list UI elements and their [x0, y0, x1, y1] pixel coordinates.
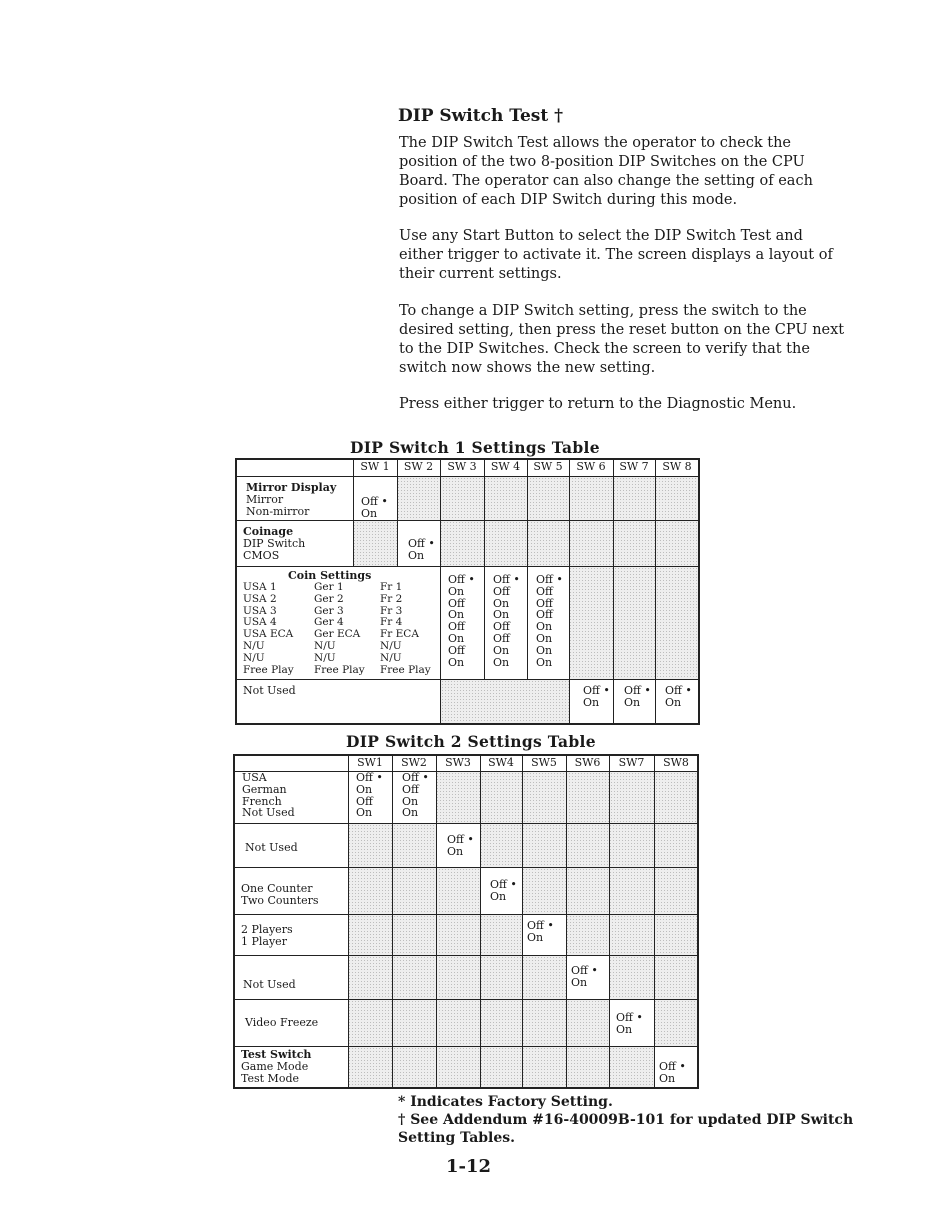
coin-usa-column: USA 1 USA 2 USA 3 USA 4 USA ECA N/U N/U Free Play [243, 581, 294, 676]
column-header: SW 6 [576, 460, 606, 473]
coinage-options: DIP Switch CMOS [243, 537, 306, 562]
rule [566, 755, 567, 1088]
mirror-sw1-values: Off • On [361, 495, 388, 520]
video-freeze-label: Video Freeze [245, 1016, 319, 1029]
rule [236, 476, 699, 477]
counters-sw4-values: Off • On [490, 878, 517, 903]
rule [234, 999, 698, 1000]
paragraph-change: To change a DIP Switch setting, press the switch to the desired setting, then press the reset button on the CPU next to the DIP Switches. Check the screen to verify that the switch now shows the new setting. [399, 303, 845, 376]
mirror-display-title: Mirror Display [246, 481, 337, 494]
rule [440, 459, 441, 724]
row-not-used-sw3-values: Off • On [447, 833, 474, 858]
rule [236, 679, 699, 680]
column-header: SW8 [663, 756, 689, 769]
test-switch-options: Game Mode Test Mode [241, 1060, 309, 1085]
rule [654, 755, 655, 1088]
row-not-used-sw6-values: Off • On [571, 964, 598, 989]
coin-fr-column: Fr 1 Fr 2 Fr 3 Fr 4 Fr ECA N/U N/U Free Play [380, 581, 431, 676]
rule [348, 755, 349, 1088]
coin-ger-column: Ger 1 Ger 2 Ger 3 Ger 4 Ger ECA N/U N/U Free Play [314, 581, 365, 676]
coin-sw5-values: Off • Off Off Off On On On On [536, 573, 563, 669]
column-header: SW 7 [619, 460, 649, 473]
language-sw2-values: Off • Off On On [402, 771, 429, 820]
table2-frame [233, 754, 699, 1089]
column-header: SW3 [445, 756, 471, 769]
not-used-sw6-values: Off • On [583, 684, 610, 709]
players-sw5-values: Off • On [527, 919, 554, 944]
test-switch-title: Test Switch [241, 1048, 312, 1061]
paragraph-intro: The DIP Switch Test allows the operator to check the position of the two 8-position DIP Switches on the CPU Board. The operator can also change the setting of each position of each DIP Switch during this mode. [399, 135, 813, 208]
rule [234, 914, 698, 915]
row-not-used-sw3-label: Not Used [245, 841, 298, 854]
rule [655, 459, 656, 724]
rule [569, 459, 570, 724]
footnote-addendum: † See Addendum #16-40009B-101 for updated DIP Switch Setting Tables. [398, 1112, 854, 1146]
column-header: SW 3 [447, 460, 477, 473]
mirror-options: Mirror Non-mirror [246, 493, 310, 518]
paragraph-select: Use any Start Button to select the DIP Switch Test and either trigger to activate it. The screen displays a layout of their current settings. [399, 228, 833, 282]
coin-settings-title: Coin Settings [288, 569, 372, 582]
footnote-factory-setting: * Indicates Factory Setting. [398, 1094, 613, 1110]
coin-sw4-values: Off • Off On On Off Off On On [493, 573, 520, 669]
not-used-label: Not Used [243, 684, 296, 697]
table1-title: DIP Switch 1 Settings Table [350, 438, 600, 457]
rule [353, 459, 354, 566]
coinage-sw2-values: Off • On [408, 537, 435, 562]
rule [234, 823, 698, 824]
rule [527, 459, 528, 679]
rule [234, 867, 698, 868]
column-header: SW2 [401, 756, 427, 769]
rule [609, 755, 610, 1088]
column-header: SW6 [574, 756, 601, 769]
column-header: SW 5 [533, 460, 563, 473]
not-used-sw8-values: Off • On [665, 684, 692, 709]
column-header: SW7 [618, 756, 645, 769]
language-options: USA German French Not Used [242, 771, 295, 820]
column-header: SW 2 [403, 460, 434, 473]
rule [613, 459, 614, 724]
coinage-title: Coinage [243, 525, 294, 538]
column-header: SW1 [357, 756, 383, 769]
counters-label: One Counter Two Counters [241, 882, 319, 907]
test-switch-sw8-values: Off • On [659, 1060, 686, 1085]
coin-sw3-values: Off • On Off On Off On Off On [448, 573, 475, 669]
rule [522, 755, 523, 1088]
paragraph-return: Press either trigger to return to the Diagnostic Menu. [399, 396, 797, 412]
column-header: SW 1 [360, 460, 390, 473]
rule [397, 459, 398, 566]
rule [392, 755, 393, 1088]
table2-title: DIP Switch 2 Settings Table [346, 732, 596, 751]
rule [236, 520, 699, 521]
rule [234, 1046, 698, 1047]
players-label: 2 Players 1 Player [241, 923, 293, 948]
rule [236, 566, 699, 567]
language-sw1-values: Off • On Off On [356, 771, 383, 820]
video-freeze-sw7-values: Off • On [616, 1011, 643, 1036]
column-header: SW4 [488, 756, 514, 769]
rule [234, 771, 698, 772]
page-heading: DIP Switch Test † [398, 106, 563, 126]
rule [436, 755, 437, 1088]
rule [234, 955, 698, 956]
rule [484, 459, 485, 679]
rule [480, 755, 481, 1088]
column-header: SW 4 [490, 460, 521, 473]
page-number: 1-12 [446, 1156, 492, 1177]
column-header: SW 8 [662, 460, 692, 473]
column-header: SW5 [531, 756, 557, 769]
not-used-sw7-values: Off • On [624, 684, 651, 709]
row-not-used-sw6-label: Not Used [243, 978, 296, 991]
